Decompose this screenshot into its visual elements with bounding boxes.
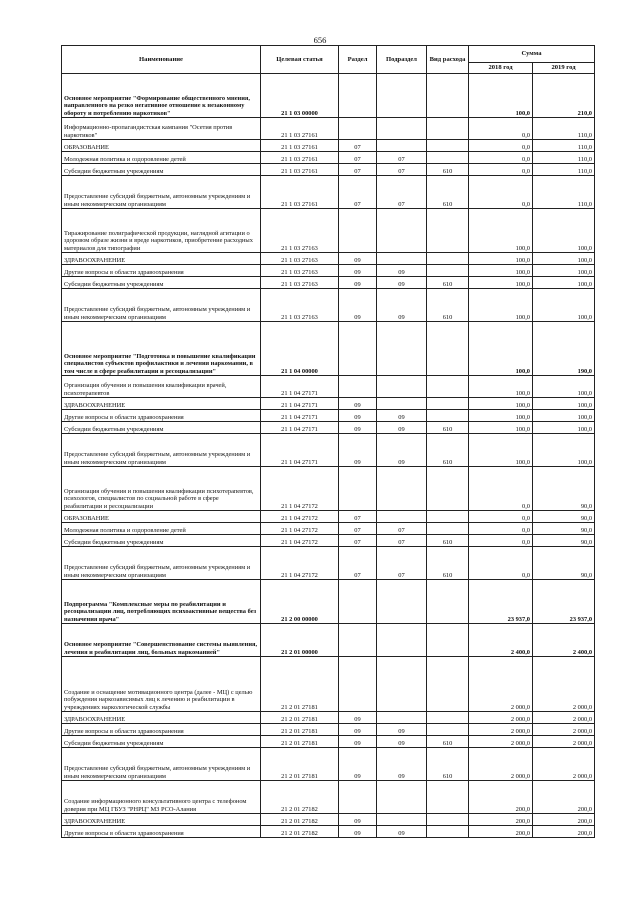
row-target-cell: 21 1 04 27172 [261, 467, 339, 511]
row-subsection-cell: 07 [377, 523, 427, 535]
row-sum-2018-cell: 23 937,0 [469, 580, 533, 624]
table-row [62, 814, 595, 826]
row-sum-2019-cell: 100,0 [533, 265, 595, 277]
row-name-cell: Информационно-пропагандистская кампания "Осетия против наркотиков" [62, 118, 261, 140]
row-section-cell: 07 [339, 164, 377, 176]
header-2018: 2018 год [469, 63, 533, 74]
row-sum-2019-cell: 190,0 [533, 322, 595, 376]
row-sum-2019-cell: 90,0 [533, 535, 595, 547]
row-sum-2018-cell: 2 000,0 [469, 724, 533, 736]
row-name-cell: Молодежная политика и оздоровление детей [62, 152, 261, 164]
row-sum-2018-cell: 100,0 [469, 209, 533, 253]
row-expense-type-cell: 610 [427, 176, 469, 209]
row-expense-type-cell: 610 [427, 422, 469, 434]
row-subsection-cell [377, 467, 427, 511]
row-section-cell: 09 [339, 265, 377, 277]
row-section-cell: 07 [339, 535, 377, 547]
header-subsection: Подраздел [377, 46, 427, 74]
row-subsection-cell: 09 [377, 410, 427, 422]
row-sum-2019-cell: 2 000,0 [533, 748, 595, 781]
row-sum-2018-cell: 2 000,0 [469, 712, 533, 724]
row-expense-type-cell [427, 152, 469, 164]
row-sum-2018-cell: 100,0 [469, 322, 533, 376]
row-sum-2018-cell: 0,0 [469, 118, 533, 140]
row-expense-type-cell: 610 [427, 164, 469, 176]
row-target-cell: 21 2 01 27182 [261, 826, 339, 838]
row-sum-2019-cell: 23 937,0 [533, 580, 595, 624]
row-expense-type-cell [427, 781, 469, 814]
row-sum-2018-cell: 200,0 [469, 814, 533, 826]
row-name-cell: Другие вопросы в области здравоохранения [62, 724, 261, 736]
row-sum-2019-cell: 90,0 [533, 523, 595, 535]
row-name-cell: Другие вопросы в области здравоохранения [62, 265, 261, 277]
row-sum-2019-cell: 100,0 [533, 376, 595, 398]
row-sum-2018-cell: 100,0 [469, 422, 533, 434]
table-row [62, 781, 595, 814]
row-expense-type-cell [427, 265, 469, 277]
row-target-cell: 21 1 03 27163 [261, 209, 339, 253]
row-expense-type-cell [427, 814, 469, 826]
row-sum-2019-cell: 2 400,0 [533, 624, 595, 657]
row-target-cell: 21 2 01 27181 [261, 736, 339, 748]
row-sum-2018-cell: 100,0 [469, 74, 533, 118]
table-row [62, 398, 595, 410]
row-section-cell [339, 781, 377, 814]
row-name-cell: Субсидии бюджетным учреждениям [62, 736, 261, 748]
row-sum-2018-cell: 0,0 [469, 176, 533, 209]
row-sum-2019-cell: 90,0 [533, 511, 595, 523]
row-sum-2019-cell: 100,0 [533, 398, 595, 410]
row-section-cell [339, 624, 377, 657]
row-expense-type-cell [427, 724, 469, 736]
row-sum-2018-cell: 100,0 [469, 289, 533, 322]
table-row [62, 547, 595, 580]
row-subsection-cell: 09 [377, 265, 427, 277]
row-subsection-cell: 07 [377, 176, 427, 209]
row-target-cell: 21 1 04 27171 [261, 376, 339, 398]
row-subsection-cell [377, 376, 427, 398]
table-row [62, 657, 595, 712]
table-row [62, 724, 595, 736]
row-name-cell: Субсидии бюджетным учреждениям [62, 535, 261, 547]
row-sum-2019-cell: 100,0 [533, 410, 595, 422]
row-sum-2019-cell: 2 000,0 [533, 736, 595, 748]
row-expense-type-cell [427, 523, 469, 535]
header-target: Целевая статья [261, 46, 339, 74]
row-sum-2019-cell: 100,0 [533, 209, 595, 253]
row-sum-2018-cell: 0,0 [469, 140, 533, 152]
row-target-cell: 21 1 03 27163 [261, 289, 339, 322]
row-subsection-cell [377, 580, 427, 624]
row-target-cell: 21 1 04 00000 [261, 322, 339, 376]
row-subsection-cell [377, 140, 427, 152]
row-sum-2019-cell: 110,0 [533, 140, 595, 152]
row-section-cell [339, 322, 377, 376]
table-body [62, 74, 595, 838]
table-row [62, 289, 595, 322]
row-sum-2018-cell: 100,0 [469, 376, 533, 398]
row-sum-2018-cell: 2 000,0 [469, 736, 533, 748]
row-sum-2018-cell: 100,0 [469, 434, 533, 467]
row-subsection-cell: 09 [377, 826, 427, 838]
row-subsection-cell: 09 [377, 434, 427, 467]
table-row [62, 322, 595, 376]
table-row [62, 376, 595, 398]
row-section-cell [339, 467, 377, 511]
row-sum-2019-cell: 110,0 [533, 164, 595, 176]
row-name-cell: Организация обучения и повышения квалификации психотерапевтов, психологов, специалистов по социальной работе в сфере реабилитации и ресоциализации [62, 467, 261, 511]
row-section-cell: 09 [339, 434, 377, 467]
row-expense-type-cell: 610 [427, 289, 469, 322]
row-subsection-cell: 07 [377, 547, 427, 580]
table-row [62, 118, 595, 140]
row-sum-2019-cell: 2 000,0 [533, 657, 595, 712]
row-subsection-cell [377, 118, 427, 140]
row-name-cell: Создание и оснащение мотивационного центра (далее - МЦ) с целью побуждения наркозависимых лиц к лечению и реабилитации в учреждениях наркологической службы [62, 657, 261, 712]
row-expense-type-cell [427, 826, 469, 838]
row-subsection-cell [377, 253, 427, 265]
row-name-cell: Другие вопросы в области здравоохранения [62, 410, 261, 422]
row-subsection-cell: 07 [377, 535, 427, 547]
row-expense-type-cell [427, 657, 469, 712]
row-name-cell: Молодежная политика и оздоровление детей [62, 523, 261, 535]
row-section-cell: 09 [339, 748, 377, 781]
row-expense-type-cell [427, 712, 469, 724]
row-target-cell: 21 2 00 00000 [261, 580, 339, 624]
row-subsection-cell [377, 814, 427, 826]
row-expense-type-cell [427, 398, 469, 410]
row-expense-type-cell [427, 410, 469, 422]
row-section-cell: 09 [339, 814, 377, 826]
row-sum-2019-cell: 200,0 [533, 814, 595, 826]
row-subsection-cell: 09 [377, 724, 427, 736]
row-sum-2018-cell: 100,0 [469, 398, 533, 410]
row-section-cell: 09 [339, 277, 377, 289]
row-section-cell: 07 [339, 152, 377, 164]
row-target-cell: 21 2 01 27181 [261, 712, 339, 724]
row-name-cell: Субсидии бюджетным учреждениям [62, 422, 261, 434]
row-name-cell: Тиражирование полиграфической продукции, наглядной агитации о здоровом образе жизни и вреде наркотиков, приобретение расходных материалов для типографии [62, 209, 261, 253]
row-subsection-cell [377, 322, 427, 376]
row-section-cell: 07 [339, 511, 377, 523]
table-row [62, 277, 595, 289]
row-sum-2018-cell: 0,0 [469, 535, 533, 547]
row-expense-type-cell [427, 74, 469, 118]
row-target-cell: 21 1 04 27172 [261, 523, 339, 535]
row-expense-type-cell [427, 467, 469, 511]
row-sum-2018-cell: 100,0 [469, 277, 533, 289]
row-sum-2019-cell: 2 000,0 [533, 712, 595, 724]
row-section-cell: 09 [339, 398, 377, 410]
table-row [62, 140, 595, 152]
row-name-cell: Предоставление субсидий бюджетным, автономным учреждениям и иным некоммерческим организациям [62, 289, 261, 322]
header-section: Раздел [339, 46, 377, 74]
row-sum-2019-cell: 200,0 [533, 826, 595, 838]
row-target-cell: 21 1 03 27163 [261, 265, 339, 277]
row-expense-type-cell: 610 [427, 547, 469, 580]
row-target-cell: 21 1 04 27172 [261, 535, 339, 547]
row-subsection-cell: 09 [377, 277, 427, 289]
row-target-cell: 21 1 03 27161 [261, 164, 339, 176]
row-sum-2019-cell: 100,0 [533, 289, 595, 322]
row-sum-2018-cell: 0,0 [469, 467, 533, 511]
row-target-cell: 21 1 03 27163 [261, 253, 339, 265]
row-target-cell: 21 1 04 27171 [261, 434, 339, 467]
table-row [62, 164, 595, 176]
table-row [62, 265, 595, 277]
row-section-cell: 09 [339, 736, 377, 748]
row-sum-2018-cell: 2 000,0 [469, 657, 533, 712]
table-row [62, 748, 595, 781]
row-target-cell: 21 2 01 27181 [261, 748, 339, 781]
table-row [62, 511, 595, 523]
row-name-cell: ЗДРАВООХРАНЕНИЕ [62, 814, 261, 826]
row-sum-2018-cell: 2 400,0 [469, 624, 533, 657]
page-number: 656 [313, 35, 327, 45]
row-expense-type-cell [427, 511, 469, 523]
table-row [62, 580, 595, 624]
row-subsection-cell: 09 [377, 736, 427, 748]
row-target-cell: 21 1 03 00000 [261, 74, 339, 118]
row-sum-2018-cell: 200,0 [469, 781, 533, 814]
row-name-cell: ЗДРАВООХРАНЕНИЕ [62, 398, 261, 410]
row-name-cell: Предоставление субсидий бюджетным, автономным учреждениям и иным некоммерческим организациям [62, 434, 261, 467]
header-sum: Сумма [469, 46, 595, 63]
row-name-cell: Другие вопросы в области здравоохранения [62, 826, 261, 838]
row-target-cell: 21 1 03 27161 [261, 140, 339, 152]
row-section-cell [339, 580, 377, 624]
row-target-cell: 21 1 04 27171 [261, 410, 339, 422]
row-target-cell: 21 2 01 00000 [261, 624, 339, 657]
row-expense-type-cell: 610 [427, 736, 469, 748]
row-expense-type-cell [427, 140, 469, 152]
row-name-cell: ЗДРАВООХРАНЕНИЕ [62, 712, 261, 724]
row-sum-2018-cell: 100,0 [469, 410, 533, 422]
row-sum-2019-cell: 2 000,0 [533, 724, 595, 736]
row-section-cell [339, 209, 377, 253]
row-name-cell: Субсидии бюджетным учреждениям [62, 164, 261, 176]
row-target-cell: 21 2 01 27182 [261, 814, 339, 826]
row-sum-2019-cell: 90,0 [533, 547, 595, 580]
row-subsection-cell [377, 74, 427, 118]
row-section-cell [339, 376, 377, 398]
row-target-cell: 21 1 03 27161 [261, 176, 339, 209]
row-name-cell: ОБРАЗОВАНИЕ [62, 511, 261, 523]
row-target-cell: 21 1 04 27171 [261, 398, 339, 410]
row-subsection-cell [377, 398, 427, 410]
table-row [62, 523, 595, 535]
row-expense-type-cell [427, 624, 469, 657]
row-target-cell: 21 1 03 27161 [261, 152, 339, 164]
row-sum-2019-cell: 110,0 [533, 176, 595, 209]
row-name-cell: Предоставление субсидий бюджетным, автономным учреждениям и иным некоммерческим организациям [62, 748, 261, 781]
row-name-cell: Организация обучения и повышения квалификации врачей, психотерапевтов [62, 376, 261, 398]
row-sum-2018-cell: 0,0 [469, 511, 533, 523]
row-subsection-cell [377, 624, 427, 657]
row-name-cell: Основное мероприятие "Формирование общественного мнения, направленного на резко негативное отношение к незаконному обороту и потреблению наркотиков" [62, 74, 261, 118]
row-name-cell: Подпрограмма "Комплексные меры по реабилитации и ресоциализации лиц, потребляющих психоактивные вещества без назначения врача" [62, 580, 261, 624]
row-section-cell: 09 [339, 422, 377, 434]
row-name-cell: Предоставление субсидий бюджетным, автономным учреждениям и иным некоммерческим организациям [62, 547, 261, 580]
row-section-cell: 07 [339, 176, 377, 209]
row-subsection-cell [377, 657, 427, 712]
row-expense-type-cell [427, 253, 469, 265]
row-section-cell: 07 [339, 523, 377, 535]
row-expense-type-cell [427, 376, 469, 398]
table-row [62, 176, 595, 209]
row-name-cell: ЗДРАВООХРАНЕНИЕ [62, 253, 261, 265]
table-row [62, 410, 595, 422]
table-row [62, 736, 595, 748]
table-row [62, 152, 595, 164]
table-row [62, 434, 595, 467]
table-row [62, 467, 595, 511]
table-row [62, 74, 595, 118]
row-section-cell: 09 [339, 724, 377, 736]
table-row [62, 624, 595, 657]
table-row [62, 826, 595, 838]
row-section-cell [339, 118, 377, 140]
row-target-cell: 21 1 04 27171 [261, 422, 339, 434]
row-subsection-cell [377, 712, 427, 724]
header-expense-type: Вид расхода [427, 46, 469, 74]
row-subsection-cell [377, 511, 427, 523]
row-sum-2019-cell: 90,0 [533, 467, 595, 511]
row-sum-2019-cell: 100,0 [533, 422, 595, 434]
header-2019: 2019 год [533, 63, 595, 74]
row-expense-type-cell: 610 [427, 277, 469, 289]
row-sum-2019-cell: 100,0 [533, 253, 595, 265]
row-subsection-cell: 09 [377, 289, 427, 322]
header-name: Наименование [62, 46, 261, 74]
row-target-cell: 21 1 04 27172 [261, 511, 339, 523]
row-sum-2018-cell: 100,0 [469, 253, 533, 265]
table-row [62, 422, 595, 434]
budget-table [61, 45, 595, 838]
row-section-cell: 07 [339, 547, 377, 580]
row-sum-2019-cell: 100,0 [533, 277, 595, 289]
row-subsection-cell [377, 209, 427, 253]
row-sum-2019-cell: 210,0 [533, 74, 595, 118]
row-expense-type-cell [427, 322, 469, 376]
row-sum-2019-cell: 110,0 [533, 118, 595, 140]
row-section-cell: 09 [339, 289, 377, 322]
row-sum-2018-cell: 0,0 [469, 547, 533, 580]
row-target-cell: 21 2 01 27181 [261, 657, 339, 712]
row-section-cell: 09 [339, 253, 377, 265]
row-section-cell: 09 [339, 826, 377, 838]
row-subsection-cell: 09 [377, 422, 427, 434]
row-subsection-cell: 07 [377, 164, 427, 176]
row-target-cell: 21 2 01 27182 [261, 781, 339, 814]
row-expense-type-cell [427, 118, 469, 140]
row-sum-2018-cell: 0,0 [469, 164, 533, 176]
row-section-cell: 09 [339, 712, 377, 724]
row-subsection-cell: 07 [377, 152, 427, 164]
table-row [62, 253, 595, 265]
row-subsection-cell: 09 [377, 748, 427, 781]
row-name-cell: Субсидии бюджетным учреждениям [62, 277, 261, 289]
row-sum-2018-cell: 0,0 [469, 523, 533, 535]
row-target-cell: 21 2 01 27181 [261, 724, 339, 736]
row-name-cell: Создание информационного консультативного центра с телефоном доверия при МЦ ГБУЗ "РНРЦ" МЗ РСО-Алания [62, 781, 261, 814]
row-expense-type-cell: 610 [427, 748, 469, 781]
row-sum-2019-cell: 100,0 [533, 434, 595, 467]
table-row [62, 209, 595, 253]
row-sum-2019-cell: 110,0 [533, 152, 595, 164]
row-target-cell: 21 1 04 27172 [261, 547, 339, 580]
table-row [62, 535, 595, 547]
row-section-cell [339, 74, 377, 118]
row-sum-2018-cell: 200,0 [469, 826, 533, 838]
row-subsection-cell [377, 781, 427, 814]
row-target-cell: 21 1 03 27161 [261, 118, 339, 140]
row-expense-type-cell: 610 [427, 434, 469, 467]
row-sum-2019-cell: 200,0 [533, 781, 595, 814]
row-name-cell: Основное мероприятие "Совершенствование системы выявления, лечения и реабилитации лиц, больных наркоманией" [62, 624, 261, 657]
row-target-cell: 21 1 03 27163 [261, 277, 339, 289]
row-sum-2018-cell: 100,0 [469, 265, 533, 277]
row-expense-type-cell [427, 580, 469, 624]
row-section-cell: 09 [339, 410, 377, 422]
row-section-cell: 07 [339, 140, 377, 152]
row-sum-2018-cell: 2 000,0 [469, 748, 533, 781]
row-expense-type-cell [427, 209, 469, 253]
row-section-cell [339, 657, 377, 712]
row-expense-type-cell: 610 [427, 535, 469, 547]
row-sum-2018-cell: 0,0 [469, 152, 533, 164]
row-name-cell: Предоставление субсидий бюджетным, автономным учреждениям и иным некоммерческим организациям [62, 176, 261, 209]
row-name-cell: Основное мероприятие "Подготовка и повышение квалификации специалистов субъектов профилактики и лечения наркомании, в том числе в сфере реабилитации и ресоциализации" [62, 322, 261, 376]
row-name-cell: ОБРАЗОВАНИЕ [62, 140, 261, 152]
table-row [62, 712, 595, 724]
